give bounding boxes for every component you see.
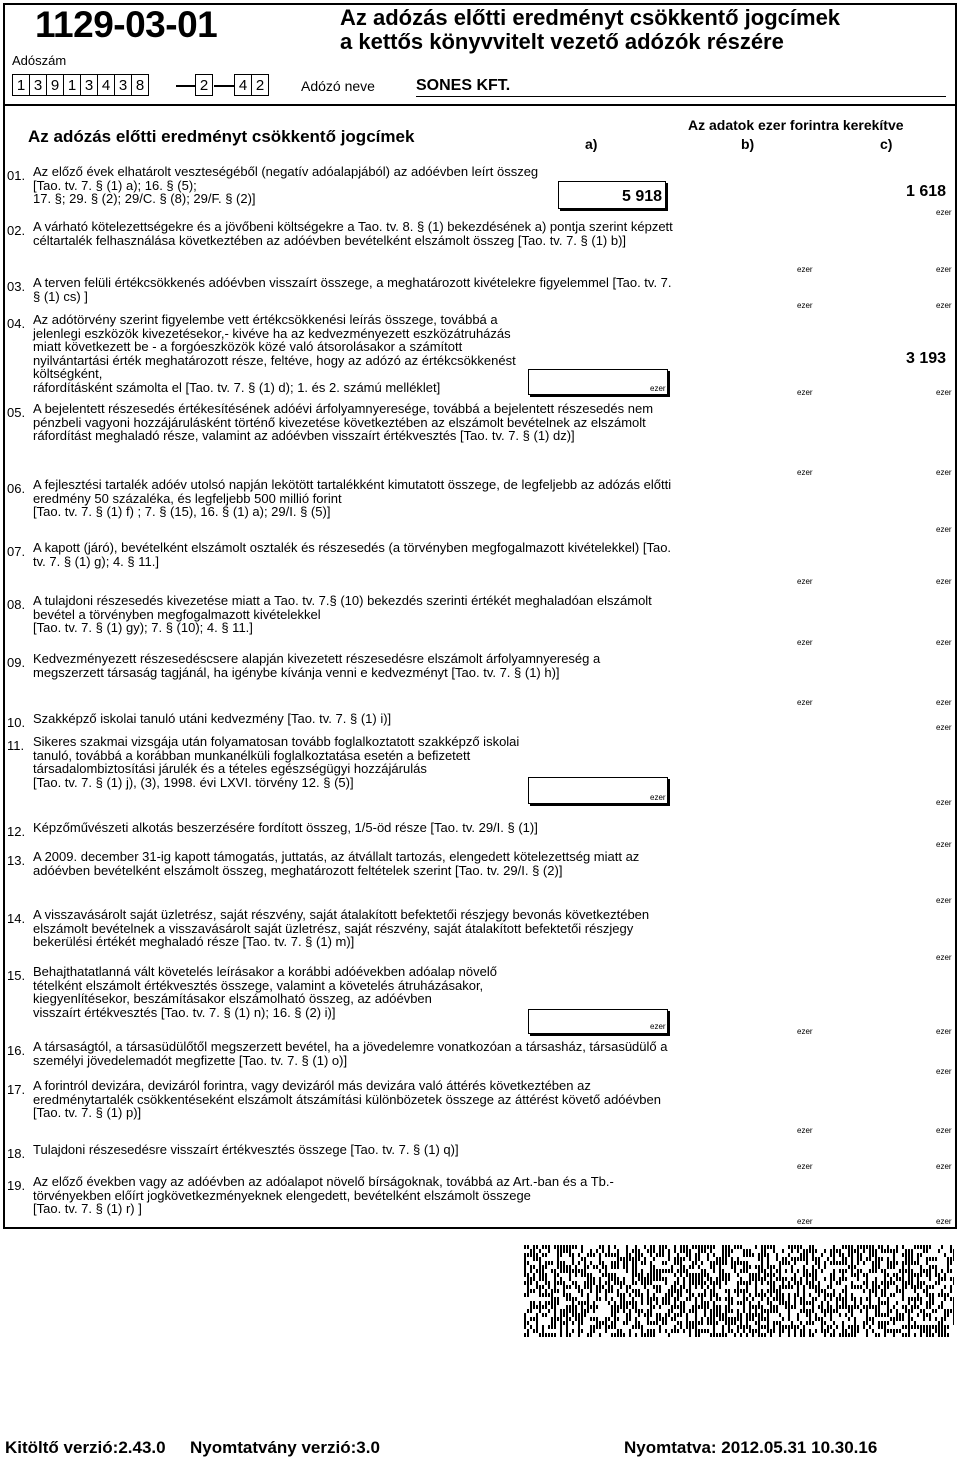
unit-label-ezer: ezer (936, 525, 952, 534)
adozo-neve-underline (416, 96, 946, 97)
row-description: A fejlesztési tartalék adóév utolsó napján lekötött tartalékként kimutatott összege, de legfeljebb az adózás előtti eredmény 50 százaléka, és legfeljebb 500 millió forint [Tao. tv. 7. § (1) f) ; 7. § (15), 16. § (1) a); 29/I. § (5)] (33, 477, 672, 519)
unit-label-ezer: ezer (936, 265, 952, 274)
unit-label-ezer: ezer (936, 1162, 952, 1171)
unit-label-ezer: ezer (936, 1217, 952, 1226)
adoszam-digit[interactable]: 1 (63, 74, 81, 96)
input-box-shadow (666, 183, 668, 211)
row-description: Az előző évek elhatárolt veszteségéből (negatív adóalapjából) az adóévben leírt összeg [Tao. tv. 7. § (1) a); 16. § (5); 17. §; 29. § (2); 29/C. § (8); 29/F. § (2)] (33, 164, 539, 206)
adoszam-digit[interactable]: 3 (80, 74, 98, 96)
header-separator (3, 104, 957, 106)
adoszam-dash (214, 85, 234, 87)
unit-label-ezer: ezer (936, 840, 952, 849)
input-box-shadow (530, 804, 670, 806)
unit-label-ezer: ezer (936, 1067, 952, 1076)
unit-label-ezer: ezer (936, 1126, 952, 1135)
unit-label-ezer: ezer (936, 953, 952, 962)
unit-label-ezer: ezer (650, 793, 666, 802)
unit-label-ezer: ezer (650, 384, 666, 393)
row-number: 17. (7, 1082, 26, 1097)
value-column-c[interactable]: 1 618 (906, 183, 947, 200)
form-title-line2: a kettős könyvvitelt vezető adózók részére (340, 29, 784, 54)
row-number: 07. (7, 544, 26, 559)
adoszam-label: Adószám (12, 53, 67, 68)
row-number: 13. (7, 853, 26, 868)
input-box-a[interactable] (528, 777, 668, 804)
row-number: 05. (7, 405, 26, 420)
row-number: 18. (7, 1146, 26, 1161)
adoszam-digit[interactable]: 1 (12, 74, 30, 96)
unit-label-ezer: ezer (936, 698, 952, 707)
adoszam-digit[interactable]: 8 (131, 74, 149, 96)
row-description: Behajthatatlanná vált követelés leírásakor a korábbi adóévekben adóalap növelő tételként elszámolt értékvesztés összege, valamint a követelés átruházásakor, kiegyenlítésekor, beszámításakor elszámolható összeg, az adóévben visszaírt értékvesztés [Tao. tv. 7. § (1) n); 16. § (2) i)] (33, 964, 497, 1020)
unit-label-ezer: ezer (936, 301, 952, 310)
input-box-a[interactable] (528, 1009, 668, 1034)
value-column-c[interactable]: 3 193 (906, 350, 947, 367)
form-code: 1129-03-01 (35, 4, 218, 45)
row-description: A társaságtól, a társasüdülőtől megszerzett bevétel, ha a jövedelemre vonatkozóan a társasház, társasüdülő a személyi jövedelemadót megfizette [Tao. tv. 7. § (1) o)] (33, 1039, 668, 1068)
row-number: 12. (7, 824, 26, 839)
adoszam-digit[interactable]: 3 (114, 74, 132, 96)
row-description: Az adótörvény szerint figyelembe vett értékcsökkenési leírás összege, továbbá a jelenlegi eszközök kivezetésekor,- kivéve ha az kedvezményezett eszközátruházás miatt következett be - a forgóeszközök közé való átsorolásakor a számított nyilvántartási érték meghatározott része, feltéve, hogy az adózó az értékcsökkenést költségként, ráfordításként számolta el [Tao. tv. 7. § (1) d); 1. és 2. számú melléklet] (33, 312, 516, 395)
unit-label-ezer: ezer (936, 468, 952, 477)
row-description: A bejelentett részesedés értékesítésének adóévi árfolyamnyeresége, továbbá a bejelentett részesedés nem pénzbeli vagyoni hozzájárulásként történő kivezetése következtében az elszámolt bevételnek az elszámolt ráfordítást meghaladó része, valamint az adóévben visszaírt értékvesztés [Tao. tv. 7. § (1) dz)] (33, 401, 654, 443)
row-description: A kapott (járó), bevételként elszámolt osztalék és részesedés (a törvényben megfogalmazott kivételekkel) [Tao. tv. 7. § (1) g); 4. § 11.] (33, 540, 672, 569)
adoszam-digit[interactable]: 2 (195, 74, 213, 96)
unit-label-ezer: ezer (936, 1027, 952, 1036)
row-description: A tulajdoni részesedés kivezetése miatt a Tao. tv. 7.§ (10) bekezdés szerinti értékét meghaladóan elszámolt bevétel a törvényben megfogalmazott kivételekkel [Tao. tv. 7. § (1) gy); 7. § (10); 4. § 11.] (33, 593, 652, 635)
unit-label-ezer: ezer (797, 1126, 813, 1135)
input-box-shadow (530, 395, 670, 397)
row-number: 08. (7, 597, 26, 612)
row-number: 03. (7, 279, 26, 294)
row-description: A várható kötelezettségekre és a jövőbeni költségekre a Tao. tv. 8. § (1) bekezdésének a) pontja szerint képzett céltartalék felhasználása következtében az adóévben bevételként elszámolt összeg [Tao. tv. 7. § (1) b)] (33, 219, 673, 248)
adoszam-digit[interactable]: 3 (29, 74, 47, 96)
footer-kitolto: Kitöltő verzió:2.43.0 (5, 1438, 166, 1457)
adoszam-dash (176, 85, 195, 87)
row-number: 04. (7, 316, 26, 331)
row-number: 01. (7, 168, 26, 183)
row-description: A forintról devizára, devizáról forintra, vagy devizáról más devizára való áttérés következtében az eredménytartalék csökkentéseként elszámolt átszámítási különbözetek összege az áttérést követő adóévben [Tao. tv. 7. § (1) p)] (33, 1078, 661, 1120)
unit-label-ezer: ezer (797, 1162, 813, 1171)
unit-label-ezer: ezer (797, 577, 813, 586)
row-number: 19. (7, 1178, 26, 1193)
input-box-shadow (530, 1034, 670, 1036)
adoszam-field-3[interactable] (235, 74, 269, 96)
unit-label-ezer: ezer (650, 1022, 666, 1031)
row-description: A 2009. december 31-ig kapott támogatás, juttatás, az átvállalt tartozás, elengedett kötelezettség miatt az adóévben bevételként elszámolt összeg, meghatározott feltételek szerint [Tao. tv. 29/I. § (2)] (33, 849, 640, 878)
unit-label-ezer: ezer (797, 1217, 813, 1226)
row-description: Tulajdoni részesedésre visszaírt értékvesztés összege [Tao. tv. 7. § (1) q)] (33, 1142, 459, 1157)
unit-label-ezer: ezer (936, 723, 952, 732)
unit-label-ezer: ezer (936, 798, 952, 807)
unit-label-ezer: ezer (797, 638, 813, 647)
row-description: Kedvezményezett részesedéscsere alapján kivezetett részesedésre elszámolt árfolyamnyereség a megszerzett társaság tagjánál, ha igénybe kívánja venni e kedvezményt [Tao. tv. 7. § (1) h)] (33, 651, 601, 680)
unit-label-ezer: ezer (797, 468, 813, 477)
column-c-label: c) (880, 136, 893, 152)
adoszam-digit[interactable]: 9 (46, 74, 64, 96)
adoszam-field-2[interactable] (196, 74, 213, 96)
unit-label-ezer: ezer (797, 698, 813, 707)
adozo-neve-label: Adózó neve (301, 78, 375, 94)
row-description: Képzőművészeti alkotás beszerzésére fordított összeg, 1/5-öd része [Tao. tv. 29/I. § (1)] (33, 820, 538, 835)
unit-label-ezer: ezer (797, 265, 813, 274)
footer-nyomtatvany: Nyomtatvány verzió:3.0 (190, 1438, 380, 1457)
value-column-a[interactable]: 5 918 (622, 188, 663, 205)
row-number: 02. (7, 223, 26, 238)
unit-label-ezer: ezer (936, 896, 952, 905)
unit-label-ezer: ezer (936, 638, 952, 647)
row-number: 06. (7, 481, 26, 496)
section-title: Az adózás előtti eredményt csökkentő jogcímek (28, 127, 415, 146)
adozo-neve-value[interactable]: SONES KFT. (416, 77, 511, 94)
adoszam-digit[interactable]: 2 (251, 74, 269, 96)
row-description: Sikeres szakmai vizsgája után folyamatosan tovább foglalkoztatott szakképző iskolai tanuló, továbbá a korábban munkanélküli foglalkoztatása esetén a befizetett társadalombiztosítási járulék és a tételes egészségügyi hozzájárulás [Tao. tv. 7. § (1) j), (3), 1998. évi LXVI. törvény 12. § (5)] (33, 734, 520, 790)
input-box-shadow (560, 209, 668, 211)
column-a-label: a) (585, 136, 598, 152)
unit-label-ezer: ezer (936, 208, 952, 217)
form-title-line1: Az adózás előtti eredményt csökkentő jogcímek (340, 5, 841, 30)
column-b-label: b) (741, 136, 755, 152)
unit-label-ezer: ezer (797, 301, 813, 310)
input-box-shadow (668, 779, 670, 806)
input-box-shadow (668, 371, 670, 397)
input-box-a[interactable] (528, 369, 668, 395)
columns-heading: Az adatok ezer forintra kerekítve (688, 117, 904, 133)
barcode (524, 1245, 954, 1337)
unit-label-ezer: ezer (936, 577, 952, 586)
row-number: 10. (7, 715, 26, 730)
form-title (340, 6, 930, 54)
input-box-shadow (668, 1011, 670, 1036)
row-description: Az előző években vagy az adóévben az adóalapot növelő bírságoknak, továbbá az Art.-ban és a Tb.- törvényekben előírt jogkövetkezményeknek elengedett, bevételként elszámolt összege [Tao. tv. 7. § (1) r) ] (33, 1174, 614, 1216)
unit-label-ezer: ezer (797, 1027, 813, 1036)
footer-nyomtatva: Nyomtatva: 2012.05.31 10.30.16 (624, 1438, 878, 1457)
row-number: 16. (7, 1043, 26, 1058)
row-description: Szakképző iskolai tanuló utáni kedvezmény [Tao. tv. 7. § (1) i)] (33, 711, 392, 726)
row-description: A visszavásárolt saját üzletrész, saját részvény, saját átalakított befektetői részjegy bevonás következtében elszámolt bevételnek a visszavásárolt saját üzletrész, saját részvény, saját átalakított befektetői részjegy bekerülési értékét meghaladó része [Tao. tv. 7. § (1) m)] (33, 907, 650, 949)
row-number: 14. (7, 911, 26, 926)
unit-label-ezer: ezer (797, 388, 813, 397)
row-description: A terven felüli értékcsökkenés adóévben visszaírt összege, a meghatározott kivételekre figyelemmel [Tao. tv. 7. § (1) cs) ] (33, 275, 672, 304)
adoszam-digit[interactable]: 4 (234, 74, 252, 96)
adoszam-digit[interactable]: 4 (97, 74, 115, 96)
unit-label-ezer: ezer (936, 388, 952, 397)
row-number: 09. (7, 655, 26, 670)
row-number: 15. (7, 968, 26, 983)
row-number: 11. (7, 738, 25, 753)
adoszam-field-1[interactable] (13, 74, 149, 96)
